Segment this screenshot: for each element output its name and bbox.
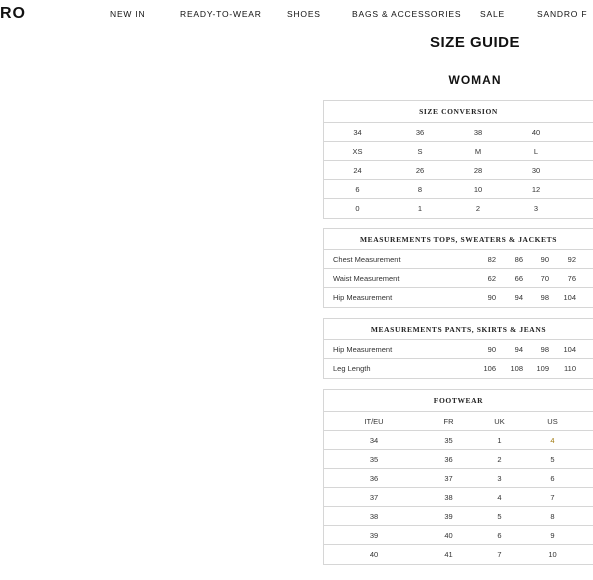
footwear-table bbox=[323, 389, 593, 565]
table-cell: 4 bbox=[550, 435, 555, 445]
table-row bbox=[324, 161, 593, 180]
table-cell: 41 bbox=[444, 550, 453, 559]
table-row bbox=[324, 526, 593, 545]
table-cell: 94 bbox=[514, 344, 523, 354]
table-cell: 8 bbox=[417, 184, 423, 194]
table-cell: 76 bbox=[567, 273, 576, 283]
logo[interactable]: RO bbox=[0, 5, 26, 22]
table-cell: 38 bbox=[369, 511, 379, 521]
table-row bbox=[324, 269, 593, 288]
table-cell: 36 bbox=[444, 454, 453, 464]
table-row bbox=[324, 180, 593, 199]
table-cell: 2 bbox=[475, 204, 481, 213]
table-cell: 37 bbox=[444, 473, 453, 483]
column-header: IT/EU bbox=[364, 416, 384, 426]
table-cell: 38 bbox=[473, 127, 483, 137]
table-cell: 7 bbox=[497, 550, 502, 559]
table-row bbox=[324, 545, 593, 564]
table-row bbox=[324, 340, 593, 359]
table-cell: 94 bbox=[514, 293, 523, 302]
size-conversion-title: SIZE CONVERSION bbox=[324, 101, 593, 123]
column-header: UK bbox=[494, 416, 505, 426]
table-cell: 7 bbox=[550, 492, 555, 502]
table-row bbox=[324, 488, 593, 507]
nav-ready-to-wear[interactable]: READY-TO-WEAR bbox=[180, 9, 262, 19]
table-cell: 3 bbox=[497, 473, 502, 483]
table-cell: 106 bbox=[483, 364, 496, 373]
row-label: Hip Measurement bbox=[333, 344, 393, 354]
table-cell: 90 bbox=[540, 254, 549, 264]
table-cell: 10 bbox=[548, 550, 557, 559]
column-header: FR bbox=[443, 416, 454, 426]
table-row bbox=[324, 250, 593, 269]
tops-measurements-title: MEASUREMENTS TOPS, SWEATERS & JACKETS bbox=[324, 229, 593, 250]
table-row bbox=[324, 507, 593, 526]
table-cell: 34 bbox=[353, 127, 362, 137]
pants-measurements-title: MEASUREMENTS PANTS, SKIRTS & JEANS bbox=[324, 319, 593, 340]
table-row bbox=[324, 123, 593, 142]
table-row bbox=[324, 199, 593, 218]
table-cell: 35 bbox=[369, 454, 379, 464]
table-cell: 6 bbox=[497, 530, 502, 540]
table-cell: 10 bbox=[473, 184, 483, 194]
table-cell: S bbox=[417, 146, 423, 156]
pants-measurements-table bbox=[323, 318, 593, 379]
table-cell: 104 bbox=[563, 344, 576, 354]
row-label: Hip Measurement bbox=[333, 293, 393, 302]
table-cell: 39 bbox=[444, 511, 453, 521]
table-cell: 12 bbox=[531, 184, 541, 194]
table-row bbox=[324, 450, 593, 469]
row-label: Waist Measurement bbox=[333, 273, 400, 283]
table-cell: 37 bbox=[369, 492, 379, 502]
table-cell: 98 bbox=[540, 344, 549, 354]
table-cell: L bbox=[533, 146, 539, 156]
table-cell: 39 bbox=[369, 530, 379, 540]
table-cell: 3 bbox=[533, 204, 539, 213]
table-row bbox=[324, 288, 593, 307]
table-cell: 70 bbox=[540, 273, 549, 283]
table-cell: 36 bbox=[369, 473, 379, 483]
table-cell: 1 bbox=[417, 204, 423, 213]
table-cell: 34 bbox=[369, 435, 379, 445]
table-cell: 98 bbox=[540, 293, 549, 302]
table-cell: 9 bbox=[550, 530, 555, 540]
table-cell: 6 bbox=[355, 184, 360, 194]
table-cell: 90 bbox=[487, 293, 496, 302]
nav-sale[interactable]: SALE bbox=[480, 9, 505, 19]
table-cell: 24 bbox=[353, 165, 362, 175]
tops-measurements-table bbox=[323, 228, 593, 308]
nav-sandro-f[interactable]: SANDRO F bbox=[537, 9, 588, 19]
table-cell: 36 bbox=[415, 127, 425, 137]
table-cell: 38 bbox=[444, 492, 453, 502]
table-cell: 8 bbox=[550, 511, 555, 521]
table-cell: 4 bbox=[497, 492, 502, 502]
table-row bbox=[324, 431, 593, 450]
table-cell: 5 bbox=[550, 454, 555, 464]
table-cell: 104 bbox=[563, 293, 576, 302]
row-label: Chest Measurement bbox=[333, 254, 401, 264]
section-title: WOMAN bbox=[448, 73, 502, 87]
table-cell: 90 bbox=[487, 344, 496, 354]
table-cell: 35 bbox=[444, 435, 453, 445]
column-header: US bbox=[547, 416, 558, 426]
table-cell: 62 bbox=[487, 273, 496, 283]
footwear-title: FOOTWEAR bbox=[324, 390, 593, 412]
table-cell: 66 bbox=[514, 273, 523, 283]
nav-new-in[interactable]: NEW IN bbox=[110, 9, 146, 19]
table-cell: M bbox=[474, 146, 482, 156]
table-cell: 108 bbox=[510, 364, 523, 373]
nav-bags-accessories[interactable]: BAGS & ACCESSORIES bbox=[352, 9, 462, 19]
table-cell: 0 bbox=[355, 204, 360, 213]
table-cell: 110 bbox=[564, 364, 576, 373]
table-row bbox=[324, 142, 593, 161]
table-cell: 40 bbox=[369, 550, 379, 559]
table-header-row bbox=[324, 412, 593, 431]
table-cell: 109 bbox=[536, 364, 549, 373]
table-cell: 82 bbox=[487, 254, 496, 264]
table-cell: 1 bbox=[497, 435, 502, 445]
table-cell: 5 bbox=[497, 511, 502, 521]
table-cell: 40 bbox=[531, 127, 541, 137]
table-cell: 26 bbox=[415, 165, 425, 175]
nav-shoes[interactable]: SHOES bbox=[287, 9, 321, 19]
table-cell: 92 bbox=[567, 254, 576, 264]
table-cell: 30 bbox=[531, 165, 541, 175]
table-cell: 6 bbox=[550, 473, 555, 483]
table-cell: 40 bbox=[444, 530, 453, 540]
row-label: Leg Length bbox=[333, 364, 371, 373]
table-cell: 2 bbox=[497, 454, 502, 464]
table-cell: 28 bbox=[473, 165, 483, 175]
table-row bbox=[324, 469, 593, 488]
size-conversion-table bbox=[323, 100, 593, 219]
table-row bbox=[324, 359, 593, 378]
page-title: SIZE GUIDE bbox=[429, 34, 520, 51]
table-cell: XS bbox=[352, 146, 363, 156]
table-cell: 86 bbox=[514, 254, 523, 264]
